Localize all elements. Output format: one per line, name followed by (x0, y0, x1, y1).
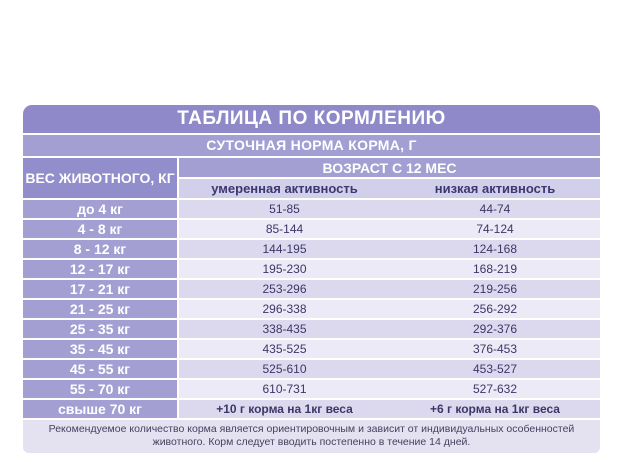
weight-cell: 55 - 70 кг (23, 379, 178, 399)
table-subtitle: СУТОЧНАЯ НОРМА КОРМА, Г (23, 133, 600, 156)
table-row (23, 319, 600, 339)
weight-cell: 4 - 8 кг (23, 219, 178, 239)
low-cell: 292-376 (390, 319, 600, 339)
moderate-cell: 296-338 (178, 299, 390, 319)
feeding-note: Рекомендуемое количество корма является ориентировочным и зависит от индивидуальных особенностей животного. Корм следует вводить постепенно в течение 14 дней. (23, 418, 600, 453)
moderate-cell: 525-610 (178, 359, 390, 379)
weight-column-header: ВЕС ЖИВОТНОГО, КГ (23, 157, 178, 199)
table-row (23, 279, 600, 299)
low-cell: 168-219 (390, 259, 600, 279)
low-cell: 44-74 (390, 199, 600, 219)
age-group-header: ВОЗРАСТ С 12 МЕС (178, 157, 600, 178)
weight-cell: 12 - 17 кг (23, 259, 178, 279)
table-row (23, 399, 600, 418)
feeding-table (23, 105, 600, 453)
table-title: ТАБЛИЦА ПО КОРМЛЕНИЮ (23, 105, 600, 133)
moderate-cell: 610-731 (178, 379, 390, 399)
weight-cell: 35 - 45 кг (23, 339, 178, 359)
table-row (23, 379, 600, 399)
weight-cell: свыше 70 кг (23, 399, 178, 418)
feeding-grid (23, 156, 600, 418)
weight-cell: 45 - 55 кг (23, 359, 178, 379)
moderate-cell: 253-296 (178, 279, 390, 299)
moderate-cell: 338-435 (178, 319, 390, 339)
low-cell: 74-124 (390, 219, 600, 239)
moderate-cell: +10 г корма на 1кг веса (178, 399, 390, 418)
table-row (23, 199, 600, 219)
moderate-cell: 144-195 (178, 239, 390, 259)
moderate-activity-header: умеренная активность (178, 178, 390, 199)
low-cell: 527-632 (390, 379, 600, 399)
table-row (23, 219, 600, 239)
weight-cell: 17 - 21 кг (23, 279, 178, 299)
table-row (23, 259, 600, 279)
moderate-cell: 435-525 (178, 339, 390, 359)
low-cell: 256-292 (390, 299, 600, 319)
weight-cell: 8 - 12 кг (23, 239, 178, 259)
table-row (23, 359, 600, 379)
table-row (23, 299, 600, 319)
moderate-cell: 51-85 (178, 199, 390, 219)
moderate-cell: 85-144 (178, 219, 390, 239)
weight-cell: до 4 кг (23, 199, 178, 219)
low-cell: 124-168 (390, 239, 600, 259)
low-cell: 453-527 (390, 359, 600, 379)
low-activity-header: низкая активность (390, 178, 600, 199)
moderate-cell: 195-230 (178, 259, 390, 279)
low-cell: 219-256 (390, 279, 600, 299)
table-row (23, 339, 600, 359)
weight-cell: 25 - 35 кг (23, 319, 178, 339)
table-row (23, 239, 600, 259)
low-cell: +6 г корма на 1кг веса (390, 399, 600, 418)
low-cell: 376-453 (390, 339, 600, 359)
weight-cell: 21 - 25 кг (23, 299, 178, 319)
